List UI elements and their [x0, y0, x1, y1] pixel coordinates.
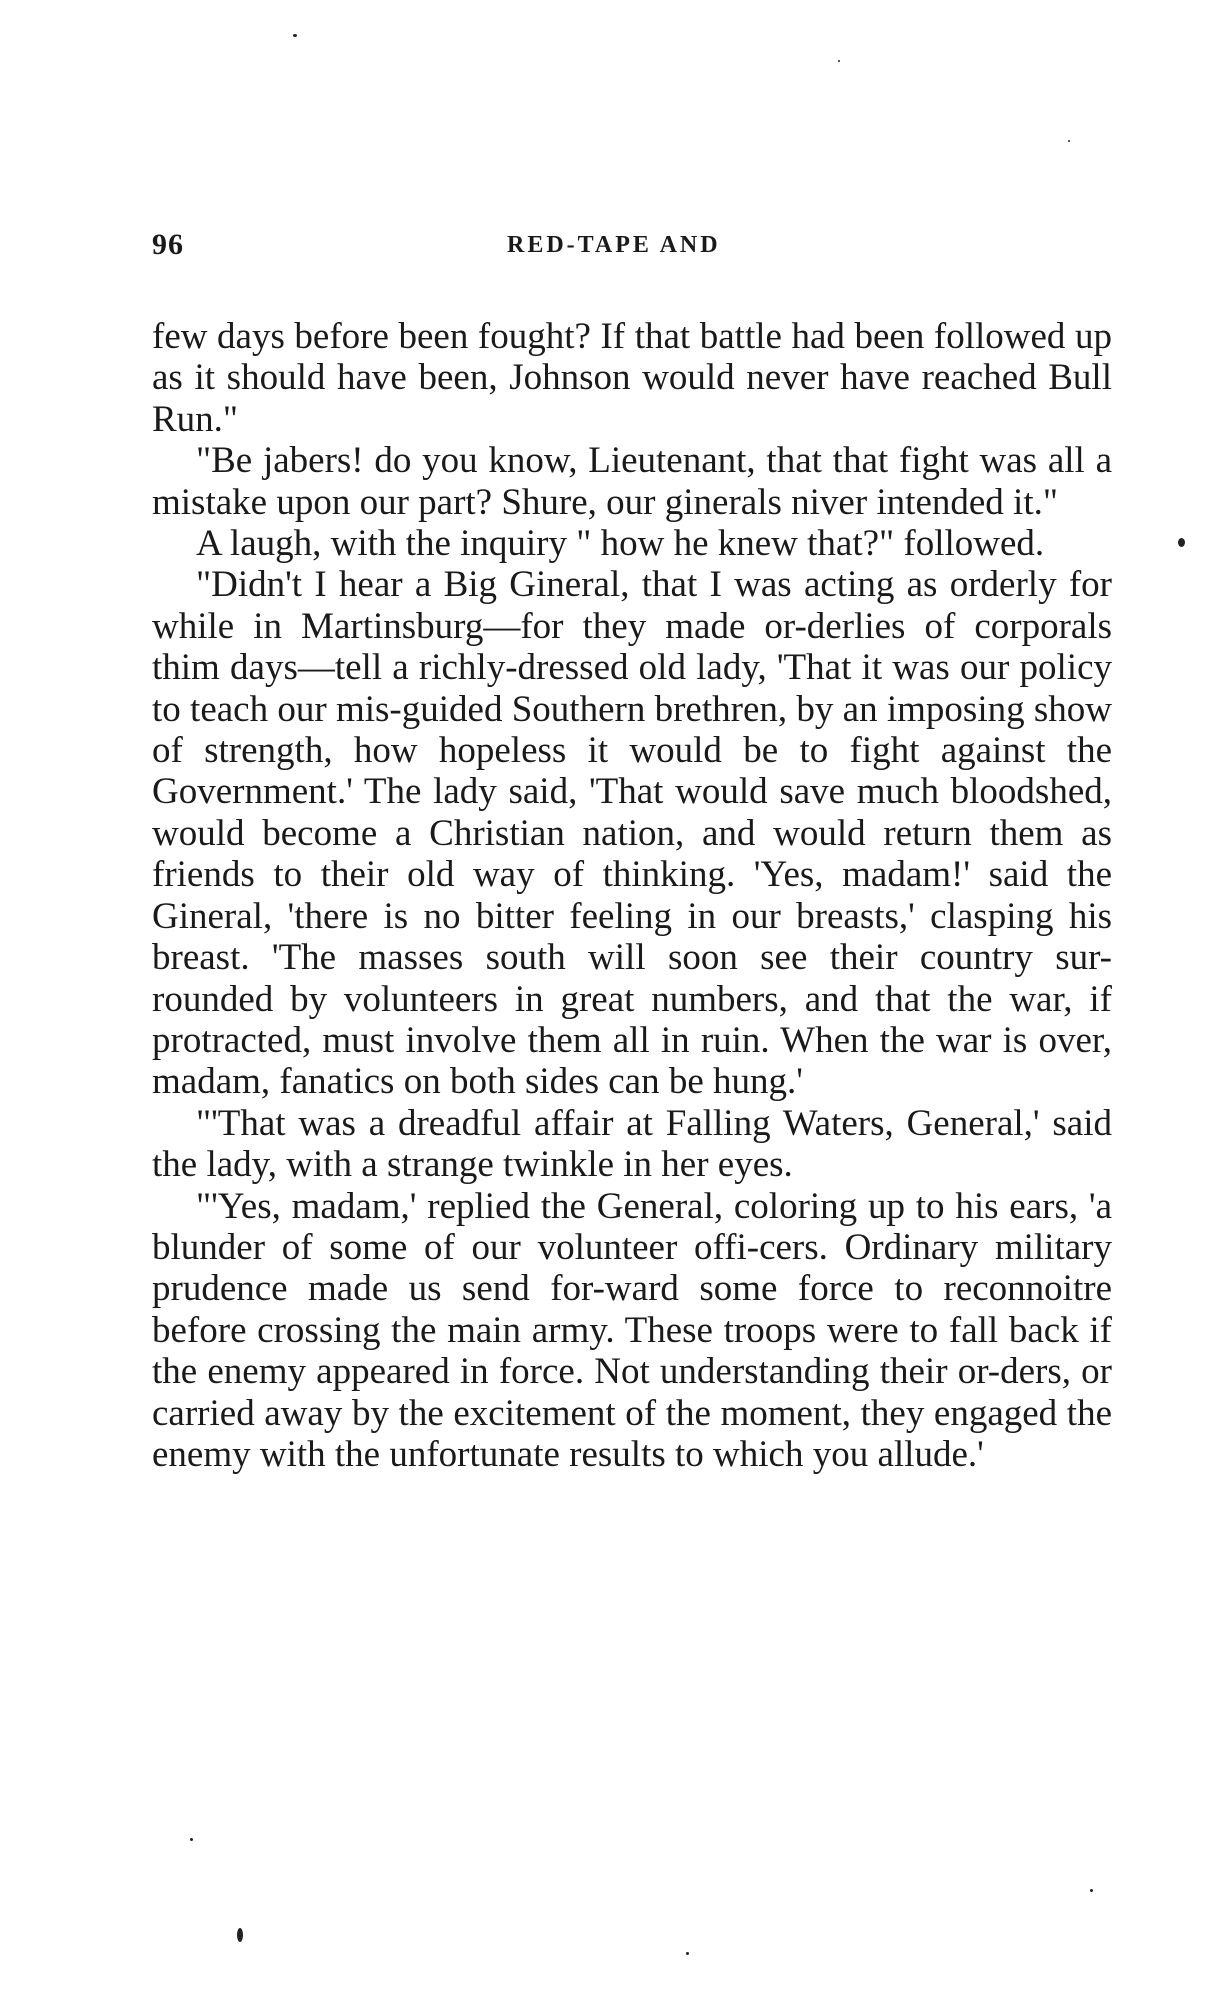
paragraph: A laugh, with the inquiry " how he knew that?" followed. — [196, 523, 1045, 565]
paragraph: few days before been fought? If that battle had been followed up as it should have been, Johnson would never have reached Bull Run." — [152, 316, 1112, 440]
scan-speck — [1068, 140, 1070, 142]
paragraph: "'Yes, madam,' replied the General, coloring up to his ears, 'a blunder of some of our volunteer offi-cers. Ordinary military prudence made us send for-ward some force to reconnoitre before crossing the main army. These troops were to fall back if the enemy appeared in force. Not understanding their or-ders, or carried away by the excitement of the moment, they engaged the enemy with the unfortunate results to which you allude.' — [152, 1185, 1112, 1475]
running-head: RED-TAPE AND — [507, 232, 721, 258]
page-header — [152, 228, 1112, 268]
scan-speck — [293, 34, 297, 37]
scan-speck — [1178, 538, 1185, 547]
paragraph: "'That was a dreadful affair at Falling Waters, General,' said the lady, with a strange twinkle in her eyes. — [152, 1102, 1112, 1186]
body-text — [152, 316, 1112, 1475]
scan-speck — [838, 60, 840, 62]
scan-speck — [237, 1928, 243, 1942]
page-number: 96 — [152, 228, 184, 261]
paragraph: "Be jabers! do you know, Lieutenant, that that fight was all a mistake upon our part? Shure, our ginerals niver intended it." — [152, 440, 1112, 523]
scan-speck — [190, 1838, 193, 1841]
scan-speck — [1090, 1889, 1093, 1892]
paragraph: "Didn't I hear a Big Gineral, that I was acting as orderly for while in Martinsburg—for they made or-derlies of corporals thim days—tell a richly-dressed old lady, 'That it was our policy to teach our mis-guided Southern brethren, by an imposing show of strength, how hopeless it would be to fight against the Government.' The lady said, 'That would save much bloodshed, would become a Christian nation, and would return them as friends to their old way of thinking. 'Yes, madam!' said the Gineral, 'there is no bitter feeling in our breasts,' clasping his breast. 'The masses south will soon see their country sur-rounded by volunteers in great numbers, and that the war, if protracted, must involve them all in ruin. When the war is over, madam, fanatics on both sides can be hung.' — [152, 564, 1112, 1103]
scan-speck — [686, 1952, 689, 1955]
